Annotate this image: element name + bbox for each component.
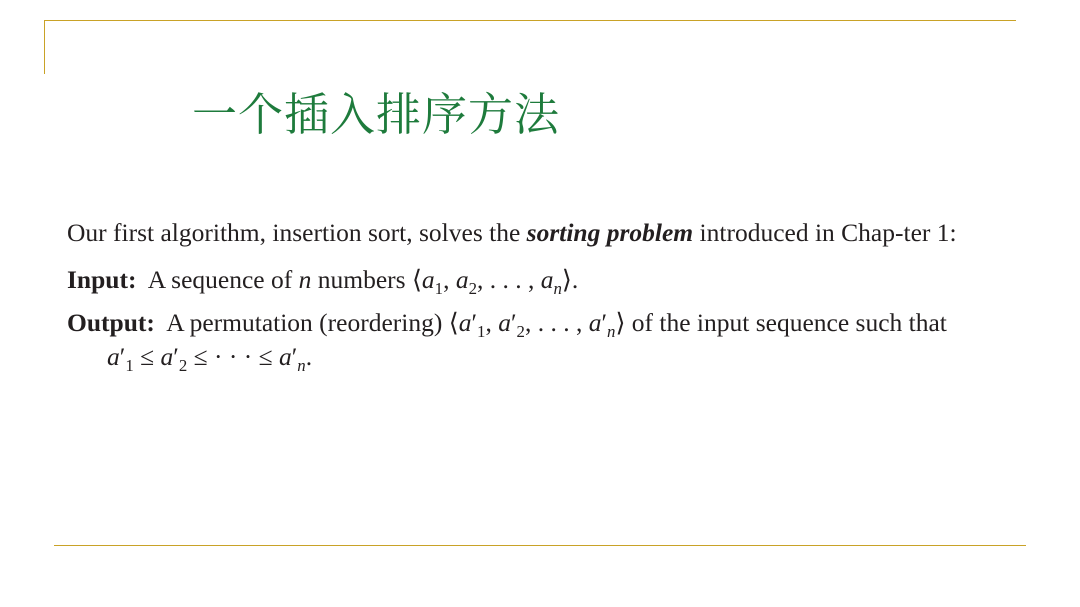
- input-var-n: n: [298, 265, 312, 294]
- bottom-rule: [54, 545, 1026, 546]
- input-sequence: $⟨a_1$, $a_2$, . . . , $a_n⟩$: [411, 265, 572, 299]
- output-text-after: of the input sequence such that: [631, 308, 947, 337]
- output-end: .: [305, 342, 313, 371]
- intro-text-after: introduced in Chap-ter 1:: [693, 218, 957, 247]
- output-label: Output:: [67, 308, 155, 337]
- slide-content: [67, 216, 997, 384]
- output-condition: $a'_1 \le a'_2$ ≤ · · · ≤ $a'_n$: [107, 342, 306, 376]
- input-text-before: A sequence of: [147, 265, 299, 294]
- input-end: .: [571, 265, 579, 294]
- top-rule: [44, 20, 1016, 21]
- input-spec: [67, 263, 997, 299]
- slide-title: 一个插入排序方法: [192, 88, 561, 141]
- intro-text-before: Our first algorithm, insertion sort, solves the: [67, 218, 527, 247]
- output-text-before: A permutation (reordering): [166, 308, 443, 337]
- input-label: Input:: [67, 265, 137, 294]
- output-sequence: $⟨a'_1$, $a'_2$, . . . , $a'_n⟩$: [448, 308, 626, 342]
- input-text-after: numbers: [311, 265, 406, 294]
- output-spec: [67, 306, 997, 374]
- left-rule: [44, 20, 45, 74]
- intro-paragraph: [67, 216, 997, 249]
- sorting-problem-term: sorting problem: [526, 218, 694, 247]
